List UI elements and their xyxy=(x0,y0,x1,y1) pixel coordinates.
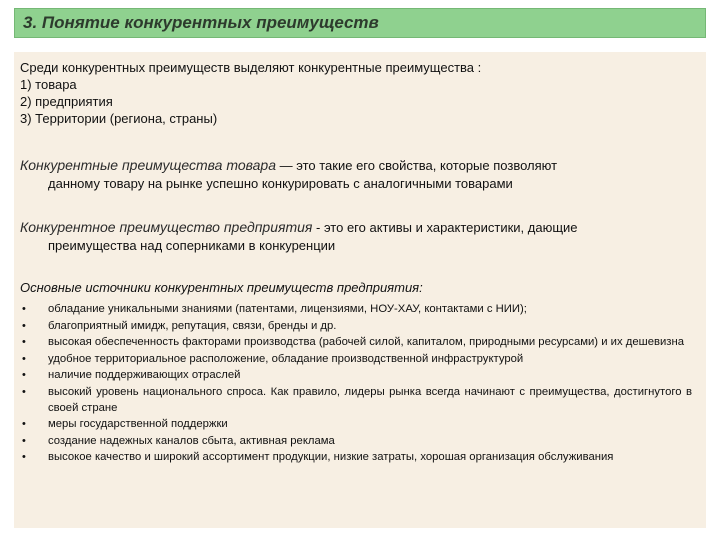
list-item xyxy=(20,335,692,351)
intro-block xyxy=(20,59,696,127)
definition-product xyxy=(20,156,698,193)
list-item-text: высокий уровень национального спроса. Как правило, лидеры рынка всегда начинают с преимущества, достигнутого в своей стране xyxy=(48,385,692,414)
term-enterprise: Конкурентное преимущество предприятия xyxy=(20,219,313,235)
list-item-text: наличие поддерживающих отраслей xyxy=(48,369,241,382)
intro-item: 2) предприятия xyxy=(20,94,113,109)
bullet-icon: • xyxy=(22,418,26,431)
definition-product-continuation: данному товару на рынке успешно конкурировать с аналогичными товарами xyxy=(48,176,513,191)
bullet-icon: • xyxy=(22,352,26,365)
list-item xyxy=(20,368,692,384)
intro-item: 3) Территории (региона, страны) xyxy=(20,111,218,126)
bullet-icon: • xyxy=(22,451,26,464)
intro-line: Среди конкурентных преимуществ выделяют конкурентные преимущества : xyxy=(20,60,482,75)
list-item-text: создание надежных каналов сбыта, активная реклама xyxy=(48,434,335,447)
list-item-text: благоприятный имидж, репутация, связи, бренды и др. xyxy=(48,319,337,332)
list-item xyxy=(20,352,692,368)
term-product: Конкурентные преимущества товара xyxy=(20,157,277,173)
definition-product-text: — это такие его свойства, которые позволяют xyxy=(276,158,558,173)
intro-item: 1) товара xyxy=(20,77,77,92)
title-bar xyxy=(14,8,706,38)
list-item xyxy=(20,385,692,416)
list-item xyxy=(20,450,692,466)
definition-enterprise xyxy=(20,218,698,255)
list-item-text: высокое качество и широкий ассортимент продукции, низкие затраты, хорошая организация обслуживания xyxy=(48,451,614,464)
bullet-icon: • xyxy=(22,303,26,315)
bullet-icon: • xyxy=(22,369,26,382)
list-item-text: высокая обеспеченность факторами производства (рабочей силой, капиталом, природными ресурсами) и их дешевизна xyxy=(48,336,684,349)
bullet-icon: • xyxy=(22,434,26,447)
list-item xyxy=(20,319,692,335)
list-item-text: меры государственной поддержки xyxy=(48,418,228,431)
sources-title: Основные источники конкурентных преимуществ предприятия: xyxy=(20,280,423,295)
slide-title: 3. Понятие конкурентных преимуществ xyxy=(23,13,379,32)
definition-enterprise-text: - это его активы и характеристики, дающие xyxy=(312,220,578,235)
list-item xyxy=(20,434,692,450)
definition-enterprise-continuation: преимущества над соперниками в конкуренции xyxy=(48,238,336,253)
list-item xyxy=(20,417,692,433)
bullet-icon: • xyxy=(22,336,26,349)
bullet-icon: • xyxy=(22,385,26,398)
list-item-text: обладание уникальными знаниями (патентами, лицензиями, НОУ-ХАУ, контактами с НИИ); xyxy=(48,303,527,315)
content-box xyxy=(14,52,706,528)
list-item-text: удобное территориальное расположение, обладание производственной инфраструктурой xyxy=(48,352,524,365)
list-item xyxy=(20,302,692,318)
sources-list xyxy=(20,302,692,467)
bullet-icon: • xyxy=(22,319,26,332)
